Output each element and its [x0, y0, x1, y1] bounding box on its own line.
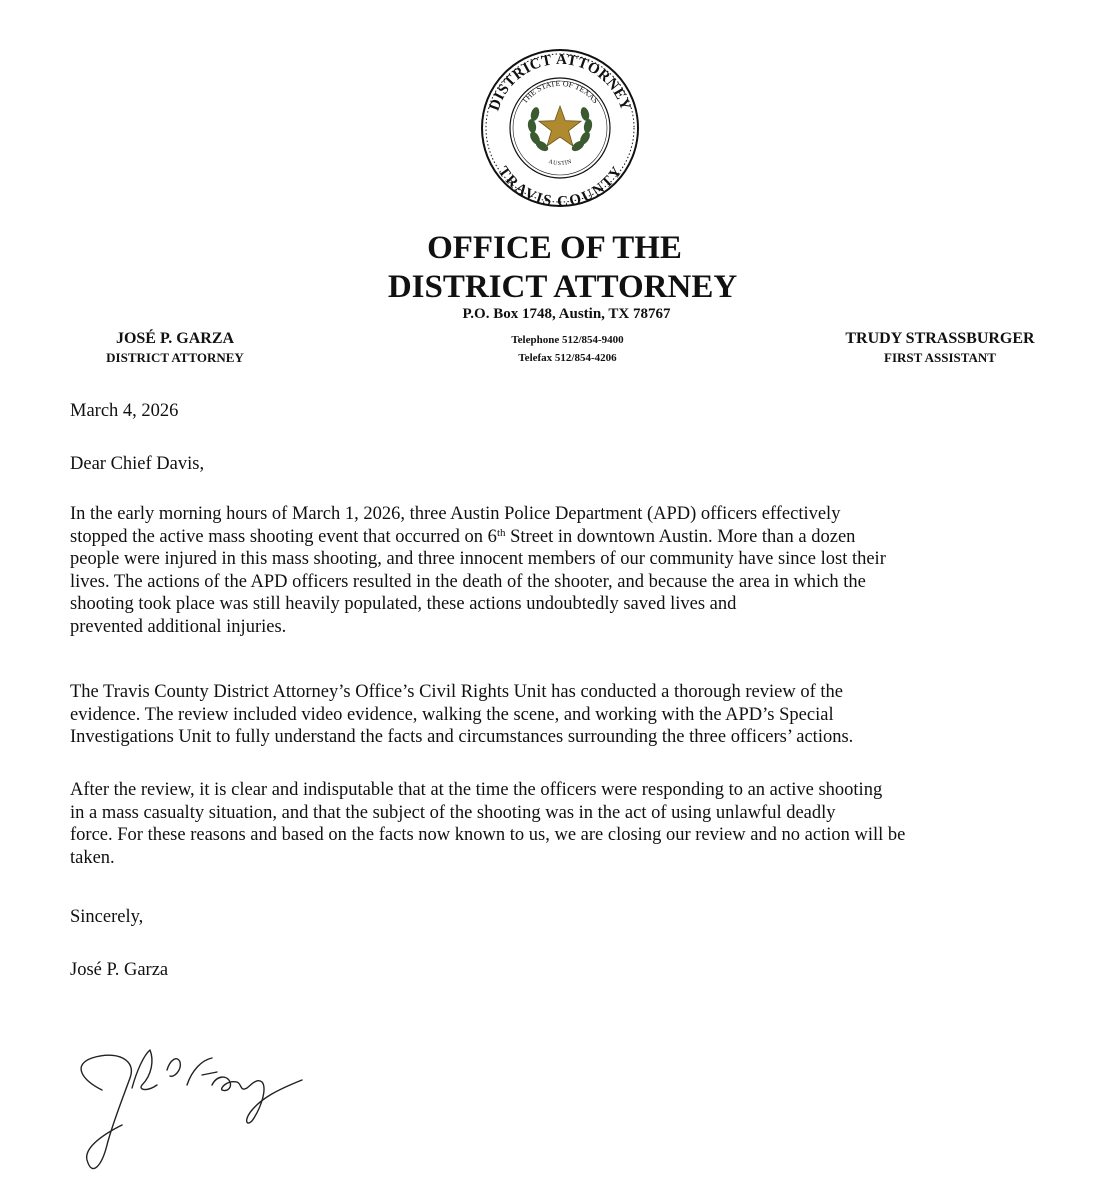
handwritten-signature [62, 1030, 342, 1180]
paragraph-1-line-5: shooting took place was still heavily populated, these actions undoubtedly saved lives and [70, 594, 737, 615]
right-officer-title: FIRST ASSISTANT [884, 350, 996, 365]
paragraph-3-line-4: taken. [70, 847, 115, 868]
seal-inner-top-text: THE STATE OF TEXAS [519, 78, 601, 106]
district-attorney-seal [480, 38, 640, 218]
paragraph-1-line-2b: Street in downtown Austin. More than a dozen [505, 526, 856, 547]
office-address: P.O. Box 1748, Austin, TX 78767 [462, 306, 671, 322]
seal-graphic [480, 38, 640, 218]
paragraph-2-line-2: evidence. The review included video evidence, walking the scene, and working with the APD’s Special [70, 704, 834, 725]
left-officer-block [80, 329, 270, 367]
paragraph-3 [70, 779, 1070, 869]
paragraph-1-line-3: people were injured in this mass shooting, and three innocent members of our community have since lost their [70, 549, 886, 570]
paragraph-1-line-2a: stopped the active mass shooting event that occurred on 6 [70, 526, 497, 547]
paragraph-1-line-4: lives. The actions of the APD officers resulted in the death of the shooter, and because the area in which the [70, 571, 866, 592]
telefax-number: Telefax 512/854-4206 [518, 352, 617, 364]
paragraph-1-line-2 [70, 526, 1070, 549]
ordinal-suffix: th [496, 526, 506, 539]
paragraph-2 [70, 681, 1070, 749]
paragraph-2-line-3: Investigations Unit to fully understand the facts and circumstances surrounding the three officers’ actions. [70, 727, 854, 748]
right-officer-name: TRUDY STRASSBURGER [845, 330, 1035, 347]
office-title-line1: OFFICE OF THE [427, 230, 682, 266]
seal-outer-top-text: DISTRICT ATTORNEY [486, 51, 634, 113]
letter-closing: Sincerely, [70, 907, 144, 927]
paragraph-1 [70, 503, 1070, 639]
seal-outer-bottom-text: TRAVIS COUNTY [494, 163, 626, 210]
paragraph-3-line-1: After the review, it is clear and indisputable that at the time the officers were responding to an active shooting [70, 780, 883, 800]
left-officer-name: JOSÉ P. GARZA [115, 330, 235, 347]
seal-inner-bottom-text: AUSTIN [547, 159, 573, 168]
right-officer-block [820, 329, 1060, 367]
signer-name: José P. Garza [70, 960, 169, 980]
letter-salutation: Dear Chief Davis, [70, 454, 205, 474]
paragraph-1-line-6: prevented additional injuries. [70, 616, 287, 637]
office-title-line2: DISTRICT ATTORNEY [387, 269, 738, 305]
telephone-number: Telephone 512/854-9400 [511, 334, 624, 346]
paragraph-1-line-1: In the early morning hours of March 1, 2026, three Austin Police Department (APD) officers effectively [70, 504, 841, 524]
signature-icon [62, 1030, 342, 1180]
left-officer-title: DISTRICT ATTORNEY [106, 350, 244, 365]
paragraph-2-line-1: The Travis County District Attorney’s Office’s Civil Rights Unit has conducted a thorough review of the [70, 682, 843, 702]
paragraph-3-line-3: force. For these reasons and based on the facts now known to us, we are closing our review and no action will be [70, 825, 906, 846]
letter-date: March 4, 2026 [70, 401, 179, 421]
paragraph-3-line-2: in a mass casualty situation, and that the subject of the shooting was in the act of using unlawful deadly [70, 802, 836, 823]
